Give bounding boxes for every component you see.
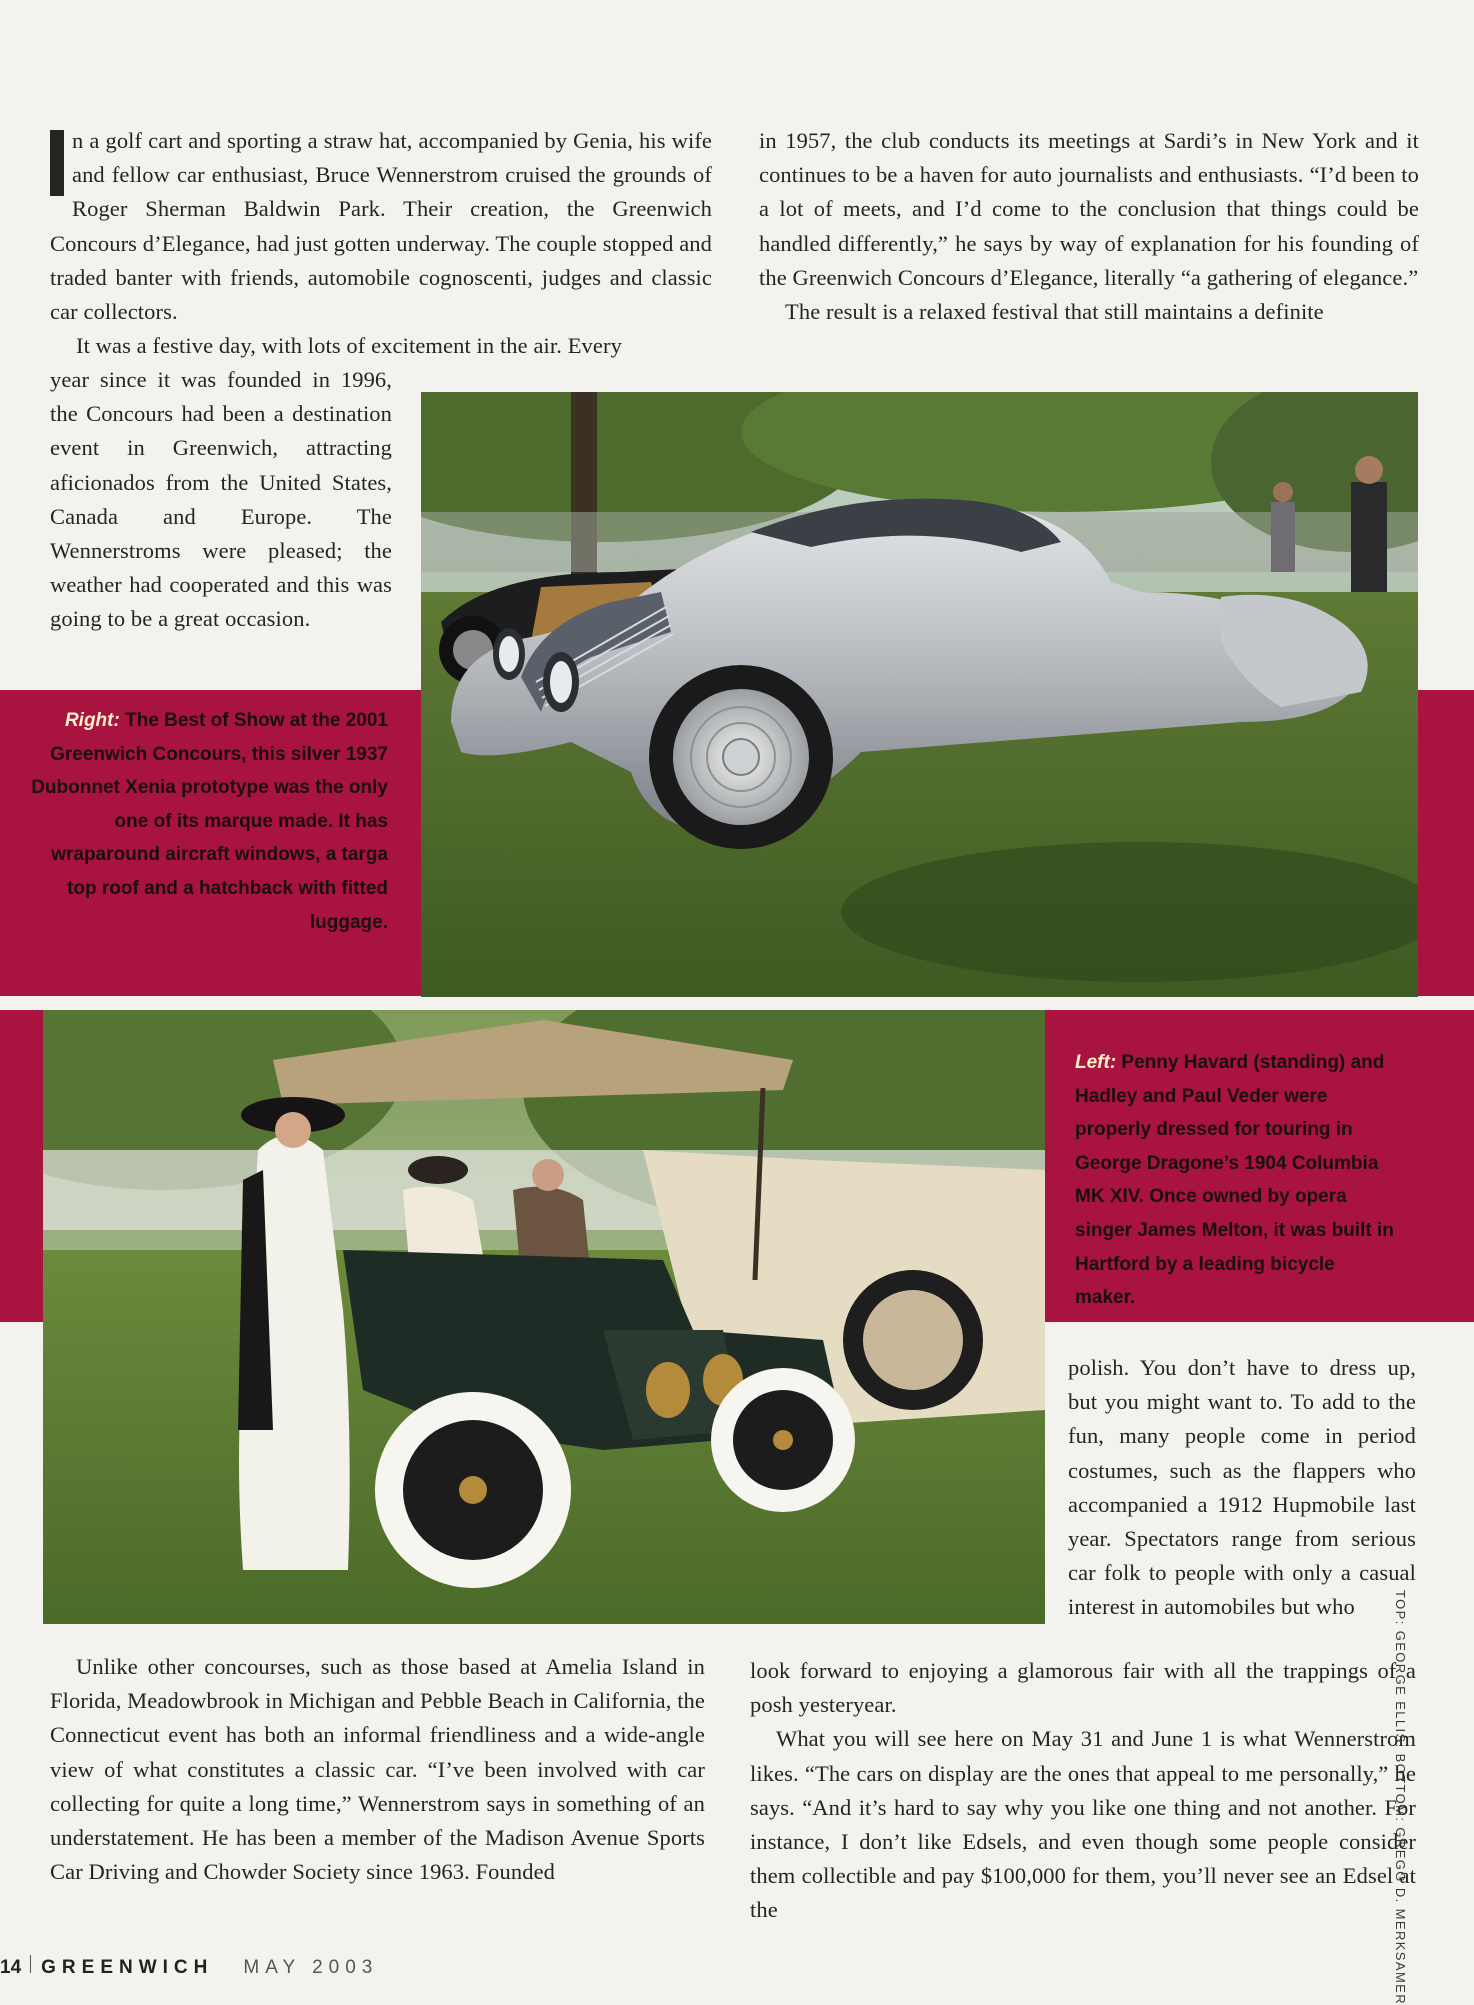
issue-date: MAY 2003 [243, 1957, 379, 1978]
photo-antique-car-illustration [43, 1010, 1045, 1624]
page-footer [0, 1955, 378, 1985]
article-paragraph: in 1957, the club conducts its meetings at Sardi’s in New York and it continues to be a haven for auto journalists and enthusiasts. “I’d been to a lot of meets, and I’d come to the conclusion that things could be handled differently,” he says by way of explanation for his founding of the Greenwich Concours d’Elegance, literally “a gathering of elegance.” [759, 128, 1419, 290]
article-col1-narrow [50, 363, 392, 637]
article-paragraph: The result is a relaxed festival that still maintains a definite [785, 299, 1324, 325]
magazine-name: GREENWICH [41, 1957, 214, 1978]
caption-bottom [1075, 1046, 1395, 1315]
article-col1-top [50, 124, 712, 363]
article-paragraph: look forward to enjoying a glamorous fair with all the trappings of a posh yesteryear. [750, 1658, 1416, 1718]
photo-silver-car-illustration [421, 392, 1418, 997]
photo-credit: TOP: GEORGE ELLIS. BOTTOM: GREGG D. MERKSAMER [1393, 1590, 1408, 2005]
caption-top [30, 704, 388, 939]
article-col2-narrow [1068, 1351, 1416, 1625]
article-paragraph: What you will see here on May 31 and June 1 is what Wennerstrom likes. “The cars on display are the ones that appeal to me personally,” he says. “And it’s hard to say why you like one thing and not another. For instance, I don’t like Edsels, and even though some people consider them collectible and pay $100,000 for them, you’ll never see an Edsel at the [750, 1726, 1416, 1923]
footer-divider [30, 1955, 31, 1973]
photo-silver-car [421, 392, 1418, 997]
page-number: 14 [0, 1957, 22, 1978]
caption-text: The Best of Show at the 2001 Greenwich Concours, this silver 1937 Dubonnet Xenia prototype was the only one of its marque made. It has wraparound aircraft windows, a targa top roof and a hatchback with fitted luggage. [31, 710, 388, 933]
article-paragraph [50, 124, 712, 329]
article-paragraph: polish. You don’t have to dress up, but you might want to. To add to the fun, many people come in period costumes, such as the flappers who accompanied a 1912 Hupmobile last year. Spectators range from serious car folk to people with only a casual interest in automobiles but who [1068, 1355, 1416, 1620]
article-paragraph: Unlike other concourses, such as those based at Amelia Island in Florida, Meadowbrook in Michigan and Pebble Beach in California, the Connecticut event has both an informal friendliness and a wide-angle view of what constitutes a classic car. “I’ve been involved with car collecting for quite a long time,” Wennerstrom says in something of an understatement. He has been a member of the Madison Avenue Sports Car Driving and Chowder Society since 1963. Founded [50, 1654, 705, 1885]
article-col1-bottom [50, 1650, 705, 1889]
dropcap [50, 130, 64, 196]
caption-text: Penny Havard (standing) and Hadley and Paul Veder were properly dressed for touring in George Dragone’s 1904 Columbia MK XIV. Once owned by opera singer James Melton, it was built in Hartford by a leading bicycle maker. [1075, 1052, 1394, 1309]
article-paragraph-lead: It was a festive day, with lots of excitement in the air. Every [76, 333, 622, 359]
paragraph-text: n a golf cart and sporting a straw hat, accompanied by Genia, his wife and fellow car enthusiast, Bruce Wennerstrom cruised the grounds of Roger Sherman Baldwin Park. Their creation, the Greenwich Concours d’Elegance, had just gotten underway. The couple stopped and traded banter with friends, automobile cognoscenti, judges and classic car collectors. [50, 128, 712, 325]
article-paragraph: year since it was founded in 1996, the Concours had been a destination event in Greenwich, attracting aficionados from the United States, Canada and Europe. The Wennerstroms were pleased; the weather had cooperated and this was going to be a great occasion. [50, 367, 392, 632]
article-col2-bottom [750, 1654, 1416, 1928]
caption-lead: Left: [1075, 1052, 1117, 1073]
photo-antique-car [43, 1010, 1045, 1624]
article-col2-top [759, 124, 1419, 329]
caption-lead: Right: [64, 710, 120, 731]
